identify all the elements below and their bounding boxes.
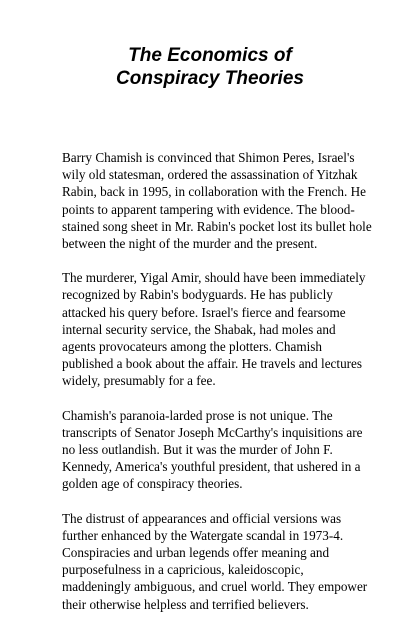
paragraph-4: The distrust of appearances and official versions was further enhanced by the Watergate scandal in 1973-4. Conspiracies and urban legends offer meaning and purposefulness in a capricious, kaleidoscopic, maddeningly ambiguous, and cruel world. They empower their otherwise helpless and terrified believers. bbox=[62, 510, 368, 612]
document-title bbox=[0, 44, 420, 90]
document-body bbox=[62, 149, 372, 630]
title-line-1: The Economics of bbox=[128, 45, 292, 66]
paragraph-3: Chamish's paranoia-larded prose is not unique. The transcripts of Senator Joseph McCarthy's inquisitions are no less outlandish. But it was the murder of John F. Kennedy, America's youthful president, that ushered in a golden age of conspiracy theories. bbox=[62, 407, 363, 492]
title-line-2: Conspiracy Theories bbox=[116, 68, 304, 89]
paragraph-1: Barry Chamish is convinced that Shimon Peres, Israel's wily old statesman, ordered the assassination of Yitzhak Rabin, back in 1995, in collaboration with the French. He points to apparent tampering with evidence. The blood-stained song sheet in Mr. Rabin's pocket lost its bullet hole between the night of the murder and the present. bbox=[62, 150, 372, 252]
paragraph-2: The murderer, Yigal Amir, should have been immediately recognized by Rabin's bodyguards. He has publicly attacked his query before. Israel's fierce and fearsome internal security service, the Shabak, had moles and agents provocateurs among the plotters. Chamish published a book about the affair. He travels and lectures widely, presumably for a fee. bbox=[62, 270, 366, 389]
